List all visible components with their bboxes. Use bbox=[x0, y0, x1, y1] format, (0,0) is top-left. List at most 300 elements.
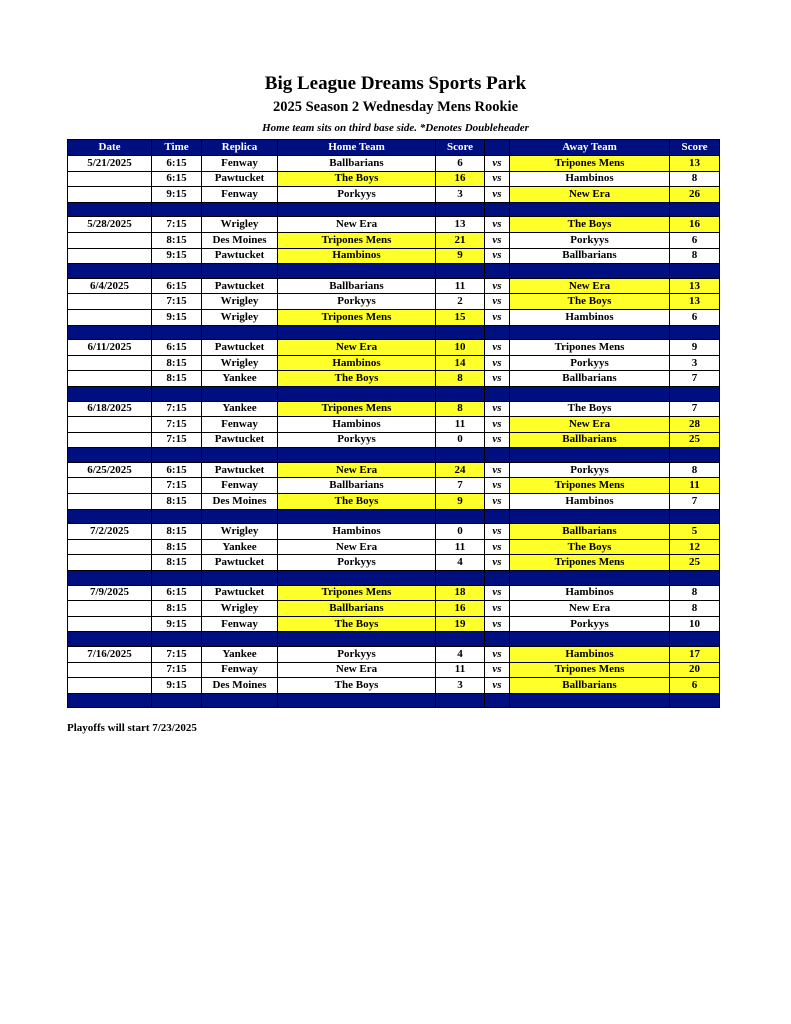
home-score: 3 bbox=[436, 678, 485, 694]
game-time: 9:15 bbox=[152, 678, 202, 694]
away-score: 5 bbox=[670, 524, 720, 540]
vs-label: vs bbox=[485, 340, 510, 356]
game-replica: Des Moines bbox=[202, 232, 278, 248]
separator-cell bbox=[670, 202, 720, 217]
separator-cell bbox=[670, 325, 720, 340]
away-score: 6 bbox=[670, 309, 720, 325]
home-score: 8 bbox=[436, 371, 485, 387]
game-row bbox=[68, 616, 720, 632]
vs-label: vs bbox=[485, 248, 510, 264]
game-date bbox=[68, 171, 152, 187]
separator-cell bbox=[278, 264, 436, 279]
game-time: 9:15 bbox=[152, 309, 202, 325]
separator-cell bbox=[510, 202, 670, 217]
separator-cell bbox=[152, 693, 202, 708]
vs-label: vs bbox=[485, 156, 510, 172]
game-time: 6:15 bbox=[152, 462, 202, 478]
vs-label: vs bbox=[485, 294, 510, 310]
week-separator-row bbox=[68, 693, 720, 708]
game-replica: Wrigley bbox=[202, 355, 278, 371]
away-team: Tripones Mens bbox=[510, 555, 670, 571]
game-replica: Wrigley bbox=[202, 217, 278, 233]
away-team: The Boys bbox=[510, 294, 670, 310]
week-separator-row bbox=[68, 386, 720, 401]
separator-cell bbox=[670, 264, 720, 279]
vs-label: vs bbox=[485, 278, 510, 294]
vs-label: vs bbox=[485, 371, 510, 387]
separator-cell bbox=[152, 386, 202, 401]
separator-cell bbox=[278, 448, 436, 463]
week-separator-row bbox=[68, 202, 720, 217]
away-team: The Boys bbox=[510, 539, 670, 555]
week-separator-row bbox=[68, 264, 720, 279]
vs-label: vs bbox=[485, 494, 510, 510]
home-score: 11 bbox=[436, 539, 485, 555]
away-score: 16 bbox=[670, 217, 720, 233]
home-team: New Era bbox=[278, 340, 436, 356]
away-score: 9 bbox=[670, 340, 720, 356]
separator-cell bbox=[436, 632, 485, 647]
separator-cell bbox=[68, 509, 152, 524]
game-row bbox=[68, 401, 720, 417]
page-title: Big League Dreams Sports Park bbox=[264, 73, 527, 94]
game-row bbox=[68, 494, 720, 510]
game-time: 8:15 bbox=[152, 524, 202, 540]
doubleheader-note: Home team sits on third base side. *Denotes Doubleheader bbox=[262, 122, 529, 134]
separator-cell bbox=[436, 386, 485, 401]
home-team: The Boys bbox=[278, 171, 436, 187]
separator-cell bbox=[278, 571, 436, 586]
game-row bbox=[68, 585, 720, 601]
game-row bbox=[68, 340, 720, 356]
column-header-replica: Replica bbox=[202, 140, 278, 156]
game-replica: Pawtucket bbox=[202, 278, 278, 294]
separator-cell bbox=[670, 632, 720, 647]
vs-label: vs bbox=[485, 678, 510, 694]
home-score: 11 bbox=[436, 662, 485, 678]
home-score: 10 bbox=[436, 340, 485, 356]
home-score: 14 bbox=[436, 355, 485, 371]
week-separator-row bbox=[68, 325, 720, 340]
game-time: 6:15 bbox=[152, 278, 202, 294]
game-time: 7:15 bbox=[152, 401, 202, 417]
vs-label: vs bbox=[485, 585, 510, 601]
separator-cell bbox=[152, 325, 202, 340]
vs-label: vs bbox=[485, 355, 510, 371]
vs-label: vs bbox=[485, 539, 510, 555]
away-score: 10 bbox=[670, 616, 720, 632]
game-replica: Yankee bbox=[202, 539, 278, 555]
away-score: 6 bbox=[670, 678, 720, 694]
game-replica: Fenway bbox=[202, 156, 278, 172]
column-header-home-team: Home Team bbox=[278, 140, 436, 156]
away-score: 17 bbox=[670, 647, 720, 663]
week-separator-row bbox=[68, 509, 720, 524]
home-score: 21 bbox=[436, 232, 485, 248]
game-replica: Pawtucket bbox=[202, 340, 278, 356]
home-team: The Boys bbox=[278, 371, 436, 387]
separator-cell bbox=[436, 509, 485, 524]
home-team: Hambinos bbox=[278, 248, 436, 264]
separator-cell bbox=[485, 448, 510, 463]
separator-cell bbox=[202, 264, 278, 279]
separator-cell bbox=[68, 325, 152, 340]
game-time: 6:15 bbox=[152, 171, 202, 187]
vs-label: vs bbox=[485, 478, 510, 494]
home-score: 7 bbox=[436, 478, 485, 494]
separator-cell bbox=[68, 693, 152, 708]
game-row bbox=[68, 217, 720, 233]
away-score: 28 bbox=[670, 417, 720, 433]
away-score: 13 bbox=[670, 278, 720, 294]
separator-cell bbox=[202, 202, 278, 217]
separator-cell bbox=[670, 386, 720, 401]
vs-label: vs bbox=[485, 616, 510, 632]
game-time: 8:15 bbox=[152, 539, 202, 555]
game-time: 7:15 bbox=[152, 647, 202, 663]
game-date bbox=[68, 601, 152, 617]
game-row bbox=[68, 524, 720, 540]
game-time: 9:15 bbox=[152, 187, 202, 203]
game-row bbox=[68, 232, 720, 248]
away-team: Hambinos bbox=[510, 585, 670, 601]
game-replica: Pawtucket bbox=[202, 432, 278, 448]
game-time: 8:15 bbox=[152, 371, 202, 387]
away-score: 13 bbox=[670, 294, 720, 310]
column-header-home-score: Score bbox=[436, 140, 485, 156]
separator-cell bbox=[202, 386, 278, 401]
home-team: Porkyys bbox=[278, 187, 436, 203]
table-header-row bbox=[68, 140, 720, 156]
schedule-table bbox=[67, 139, 720, 708]
game-date bbox=[68, 294, 152, 310]
separator-cell bbox=[510, 386, 670, 401]
game-replica: Wrigley bbox=[202, 524, 278, 540]
away-score: 8 bbox=[670, 248, 720, 264]
game-row bbox=[68, 156, 720, 172]
separator-cell bbox=[510, 325, 670, 340]
column-header-time: Time bbox=[152, 140, 202, 156]
page-subtitle: 2025 Season 2 Wednesday Mens Rookie bbox=[272, 99, 519, 115]
separator-cell bbox=[510, 571, 670, 586]
home-score: 9 bbox=[436, 248, 485, 264]
game-date bbox=[68, 432, 152, 448]
separator-cell bbox=[278, 325, 436, 340]
separator-cell bbox=[485, 509, 510, 524]
away-team: Ballbarians bbox=[510, 432, 670, 448]
away-score: 7 bbox=[670, 494, 720, 510]
home-score: 18 bbox=[436, 585, 485, 601]
game-date bbox=[68, 309, 152, 325]
home-team: New Era bbox=[278, 539, 436, 555]
away-team: Hambinos bbox=[510, 171, 670, 187]
separator-cell bbox=[152, 448, 202, 463]
game-date bbox=[68, 248, 152, 264]
home-team: The Boys bbox=[278, 616, 436, 632]
column-header-date: Date bbox=[68, 140, 152, 156]
vs-label: vs bbox=[485, 647, 510, 663]
away-score: 8 bbox=[670, 585, 720, 601]
away-team: Ballbarians bbox=[510, 371, 670, 387]
home-score: 16 bbox=[436, 601, 485, 617]
playoffs-note: Playoffs will start 7/23/2025 bbox=[67, 722, 197, 734]
separator-cell bbox=[202, 632, 278, 647]
away-score: 13 bbox=[670, 156, 720, 172]
game-date: 5/21/2025 bbox=[68, 156, 152, 172]
game-row bbox=[68, 171, 720, 187]
game-time: 7:15 bbox=[152, 417, 202, 433]
game-replica: Pawtucket bbox=[202, 555, 278, 571]
game-row bbox=[68, 555, 720, 571]
game-row bbox=[68, 462, 720, 478]
separator-cell bbox=[510, 509, 670, 524]
away-team: Tripones Mens bbox=[510, 156, 670, 172]
game-time: 6:15 bbox=[152, 156, 202, 172]
game-date bbox=[68, 187, 152, 203]
separator-cell bbox=[670, 509, 720, 524]
away-team: The Boys bbox=[510, 217, 670, 233]
game-date bbox=[68, 478, 152, 494]
separator-cell bbox=[510, 693, 670, 708]
away-score: 12 bbox=[670, 539, 720, 555]
away-team: New Era bbox=[510, 187, 670, 203]
game-date: 6/4/2025 bbox=[68, 278, 152, 294]
game-time: 7:15 bbox=[152, 662, 202, 678]
home-score: 16 bbox=[436, 171, 485, 187]
vs-label: vs bbox=[485, 232, 510, 248]
game-time: 7:15 bbox=[152, 217, 202, 233]
separator-cell bbox=[152, 264, 202, 279]
separator-cell bbox=[485, 202, 510, 217]
game-time: 7:15 bbox=[152, 294, 202, 310]
home-score: 6 bbox=[436, 156, 485, 172]
away-team: Hambinos bbox=[510, 494, 670, 510]
home-score: 4 bbox=[436, 555, 485, 571]
week-separator-row bbox=[68, 632, 720, 647]
away-team: Porkyys bbox=[510, 355, 670, 371]
home-team: Porkyys bbox=[278, 432, 436, 448]
home-team: Tripones Mens bbox=[278, 309, 436, 325]
home-team: Porkyys bbox=[278, 555, 436, 571]
home-score: 2 bbox=[436, 294, 485, 310]
away-score: 8 bbox=[670, 462, 720, 478]
vs-label: vs bbox=[485, 401, 510, 417]
game-date bbox=[68, 539, 152, 555]
game-time: 6:15 bbox=[152, 340, 202, 356]
game-replica: Yankee bbox=[202, 401, 278, 417]
game-replica: Pawtucket bbox=[202, 585, 278, 601]
separator-cell bbox=[436, 325, 485, 340]
game-time: 8:15 bbox=[152, 555, 202, 571]
home-team: Tripones Mens bbox=[278, 401, 436, 417]
away-team: New Era bbox=[510, 417, 670, 433]
game-replica: Fenway bbox=[202, 187, 278, 203]
separator-cell bbox=[485, 693, 510, 708]
home-score: 13 bbox=[436, 217, 485, 233]
game-date: 7/16/2025 bbox=[68, 647, 152, 663]
game-date: 6/25/2025 bbox=[68, 462, 152, 478]
game-date bbox=[68, 616, 152, 632]
away-team: Porkyys bbox=[510, 232, 670, 248]
away-score: 11 bbox=[670, 478, 720, 494]
separator-cell bbox=[278, 632, 436, 647]
separator-cell bbox=[670, 693, 720, 708]
away-score: 26 bbox=[670, 187, 720, 203]
away-team: The Boys bbox=[510, 401, 670, 417]
game-row bbox=[68, 371, 720, 387]
home-team: Porkyys bbox=[278, 647, 436, 663]
game-date bbox=[68, 678, 152, 694]
game-row bbox=[68, 417, 720, 433]
game-row bbox=[68, 647, 720, 663]
game-time: 8:15 bbox=[152, 355, 202, 371]
game-row bbox=[68, 678, 720, 694]
separator-cell bbox=[278, 509, 436, 524]
game-date bbox=[68, 371, 152, 387]
game-row bbox=[68, 662, 720, 678]
away-team: Tripones Mens bbox=[510, 478, 670, 494]
separator-cell bbox=[278, 693, 436, 708]
column-header-vs bbox=[485, 140, 510, 156]
game-date bbox=[68, 417, 152, 433]
home-team: Ballbarians bbox=[278, 156, 436, 172]
game-replica: Fenway bbox=[202, 478, 278, 494]
game-row bbox=[68, 432, 720, 448]
separator-cell bbox=[510, 448, 670, 463]
home-score: 0 bbox=[436, 432, 485, 448]
game-date bbox=[68, 662, 152, 678]
separator-cell bbox=[485, 325, 510, 340]
game-row bbox=[68, 355, 720, 371]
game-date: 6/11/2025 bbox=[68, 340, 152, 356]
separator-cell bbox=[202, 448, 278, 463]
separator-cell bbox=[202, 693, 278, 708]
separator-cell bbox=[68, 448, 152, 463]
game-time: 7:15 bbox=[152, 478, 202, 494]
away-team: Ballbarians bbox=[510, 678, 670, 694]
game-replica: Wrigley bbox=[202, 601, 278, 617]
vs-label: vs bbox=[485, 555, 510, 571]
home-score: 9 bbox=[436, 494, 485, 510]
vs-label: vs bbox=[485, 309, 510, 325]
vs-label: vs bbox=[485, 662, 510, 678]
home-score: 4 bbox=[436, 647, 485, 663]
separator-cell bbox=[485, 264, 510, 279]
game-time: 8:15 bbox=[152, 494, 202, 510]
separator-cell bbox=[485, 632, 510, 647]
game-date: 7/2/2025 bbox=[68, 524, 152, 540]
separator-cell bbox=[278, 386, 436, 401]
away-team: Ballbarians bbox=[510, 248, 670, 264]
game-replica: Pawtucket bbox=[202, 462, 278, 478]
game-row bbox=[68, 601, 720, 617]
game-date bbox=[68, 494, 152, 510]
game-replica: Pawtucket bbox=[202, 248, 278, 264]
separator-cell bbox=[202, 509, 278, 524]
separator-cell bbox=[510, 632, 670, 647]
separator-cell bbox=[436, 693, 485, 708]
vs-label: vs bbox=[485, 217, 510, 233]
separator-cell bbox=[152, 571, 202, 586]
game-replica: Des Moines bbox=[202, 678, 278, 694]
away-score: 7 bbox=[670, 401, 720, 417]
game-date: 6/18/2025 bbox=[68, 401, 152, 417]
separator-cell bbox=[152, 509, 202, 524]
away-score: 3 bbox=[670, 355, 720, 371]
week-separator-row bbox=[68, 571, 720, 586]
game-time: 8:15 bbox=[152, 601, 202, 617]
away-team: Tripones Mens bbox=[510, 340, 670, 356]
vs-label: vs bbox=[485, 601, 510, 617]
separator-cell bbox=[68, 386, 152, 401]
separator-cell bbox=[670, 448, 720, 463]
vs-label: vs bbox=[485, 432, 510, 448]
away-team: Porkyys bbox=[510, 616, 670, 632]
home-team: Hambinos bbox=[278, 355, 436, 371]
game-replica: Yankee bbox=[202, 647, 278, 663]
vs-label: vs bbox=[485, 171, 510, 187]
home-team: Tripones Mens bbox=[278, 232, 436, 248]
home-team: Ballbarians bbox=[278, 278, 436, 294]
home-team: Hambinos bbox=[278, 417, 436, 433]
away-score: 25 bbox=[670, 555, 720, 571]
home-team: The Boys bbox=[278, 678, 436, 694]
separator-cell bbox=[436, 264, 485, 279]
away-team: Porkyys bbox=[510, 462, 670, 478]
separator-cell bbox=[202, 325, 278, 340]
home-score: 11 bbox=[436, 278, 485, 294]
away-score: 20 bbox=[670, 662, 720, 678]
separator-cell bbox=[510, 264, 670, 279]
column-header-away-score: Score bbox=[670, 140, 720, 156]
home-team: Ballbarians bbox=[278, 601, 436, 617]
game-row bbox=[68, 309, 720, 325]
game-row bbox=[68, 187, 720, 203]
home-team: Ballbarians bbox=[278, 478, 436, 494]
separator-cell bbox=[68, 571, 152, 586]
vs-label: vs bbox=[485, 524, 510, 540]
separator-cell bbox=[485, 571, 510, 586]
home-score: 24 bbox=[436, 462, 485, 478]
game-date bbox=[68, 555, 152, 571]
home-team: New Era bbox=[278, 462, 436, 478]
away-score: 8 bbox=[670, 171, 720, 187]
game-row bbox=[68, 478, 720, 494]
separator-cell bbox=[152, 202, 202, 217]
game-replica: Pawtucket bbox=[202, 171, 278, 187]
separator-cell bbox=[670, 571, 720, 586]
separator-cell bbox=[436, 448, 485, 463]
game-time: 9:15 bbox=[152, 248, 202, 264]
home-team: Tripones Mens bbox=[278, 585, 436, 601]
vs-label: vs bbox=[485, 187, 510, 203]
separator-cell bbox=[436, 571, 485, 586]
separator-cell bbox=[68, 264, 152, 279]
game-replica: Yankee bbox=[202, 371, 278, 387]
away-team: Hambinos bbox=[510, 309, 670, 325]
away-team: Tripones Mens bbox=[510, 662, 670, 678]
game-date bbox=[68, 232, 152, 248]
away-score: 6 bbox=[670, 232, 720, 248]
game-replica: Wrigley bbox=[202, 309, 278, 325]
game-time: 8:15 bbox=[152, 232, 202, 248]
week-separator-row bbox=[68, 448, 720, 463]
separator-cell bbox=[436, 202, 485, 217]
game-row bbox=[68, 539, 720, 555]
separator-cell bbox=[68, 202, 152, 217]
schedule-body bbox=[68, 156, 720, 708]
away-team: New Era bbox=[510, 278, 670, 294]
